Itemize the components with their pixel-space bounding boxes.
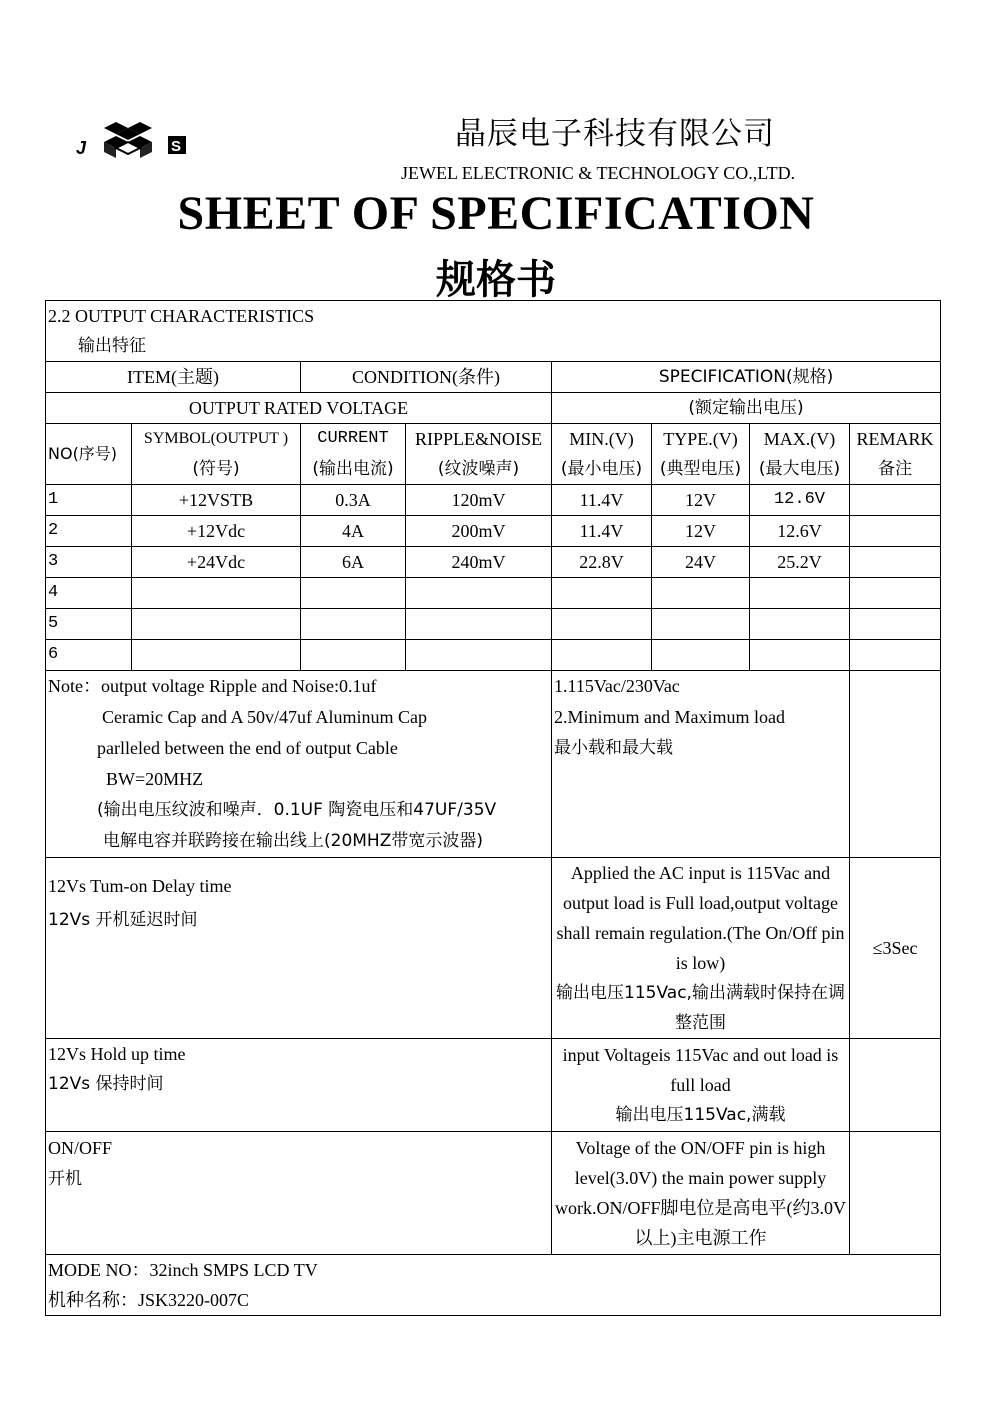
section-title-en: 2.2 OUTPUT CHARACTERISTICS [48,306,315,326]
cell-symbol: +24Vdc [132,547,301,578]
hold-up-condition-cn: 输出电压115Vac,满载 [615,1105,786,1125]
logo-mark [104,122,152,158]
column-header-min [552,424,652,485]
header-item: ITEM(主题) [46,362,301,393]
column-header-current-en: CURRENT [317,429,389,448]
company-logo [74,120,190,164]
cell-max: 25.2V [750,547,850,578]
cell-current: 6A [301,547,406,578]
note-line-2: Ceramic Cap and A 50v/47uf Aluminum Cap [102,707,427,727]
on-off-spec [850,1132,941,1255]
note-line-5: (输出电压纹波和噪声．0.1UF 陶瓷电压和47UF/35V [97,800,497,820]
cell-typ [652,609,750,640]
cell-remark [850,609,941,640]
note-row [46,671,941,858]
column-header-no: NO(序号) [46,424,132,485]
cell-remark [850,547,941,578]
cell-ripple: 120mV [406,485,552,516]
hold-up-condition-cell [552,1039,850,1132]
hold-up-label-cn: 12Vs 保持时间 [48,1074,164,1094]
on-off-label-cell [46,1132,552,1255]
column-header-typ-en: TYPE.(V) [663,429,738,449]
cell-min [552,609,652,640]
cell-max [750,578,850,609]
column-header-remark-cn: 备注 [878,459,913,479]
column-header-current [301,424,406,485]
on-off-label-cn: 开机 [48,1169,82,1189]
cell-min [552,640,652,671]
company-name-cn: 晶辰电子科技有限公司 [455,116,775,152]
cell-current [301,640,406,671]
hold-up-row [46,1039,941,1132]
note-cell [46,671,552,858]
table-row [46,578,941,609]
cell-remark [850,578,941,609]
footer-cell [46,1255,941,1316]
cell-max: 12.6V [750,516,850,547]
cell-min: 11.4V [552,516,652,547]
cell-no: 6 [46,640,132,671]
column-header-symbol-en: SYMBOL(OUTPUT ) [143,430,289,447]
cell-max: 12.6V [750,485,850,516]
cell-ripple [406,640,552,671]
column-header-symbol [132,424,301,485]
header-condition: CONDITION(条件) [301,362,552,393]
on-off-row [46,1132,941,1255]
column-header-typ-cn: (典型电压) [659,459,742,479]
cell-symbol: +12VSTB [132,485,301,516]
logo-letter-j: J [76,138,87,158]
turn-on-condition-cell [552,858,850,1039]
column-header-ripple-en: RIPPLE&NOISE [414,429,542,449]
header-row-item [46,362,941,393]
section-title-cn: 输出特征 [78,336,146,356]
note-line-3: parlleled between the end of output Cable [97,738,398,758]
turn-on-condition-cn: 输出电压115Vac,输出满载时保持在调整范围 [556,983,845,1033]
column-header-max [750,424,850,485]
column-header-current-cn: (输出电流) [312,459,394,479]
note-condition-2: 2.Minimum and Maximum load [554,707,785,727]
cell-min [552,578,652,609]
table-row [46,547,941,578]
header-output-rated: OUTPUT RATED VOLTAGE [46,393,552,424]
cell-min: 11.4V [552,485,652,516]
section-title-cell [46,301,941,362]
logo-letter-s: S [171,138,182,155]
hold-up-condition-en: input Voltageis 115Vac and out load is full load [562,1045,839,1095]
header-row-rated [46,393,941,424]
column-header-min-cn: (最小电压) [560,459,643,479]
cell-no: 1 [46,485,132,516]
company-name-en: JEWEL ELECTRONIC & TECHNOLOGY CO.,LTD. [401,163,796,183]
hold-up-spec [850,1039,941,1132]
cell-typ: 12V [652,516,750,547]
document-title-en: SHEET OF SPECIFICATION [177,187,815,240]
on-off-label-en: ON/OFF [48,1138,113,1158]
on-off-condition: Voltage of the ON/OFF pin is high level(3.0V) the main power supply work.ON/OFF脚电位是高电平(约3.0V以上)主电源工作 [552,1132,850,1255]
column-header-min-en: MIN.(V) [569,429,634,449]
cell-symbol [132,578,301,609]
mode-no: MODE NO：32inch SMPS LCD TV [48,1260,318,1280]
cell-no: 2 [46,516,132,547]
note-remark-cell [850,671,941,858]
note-condition-3: 最小载和最大载 [554,738,673,758]
column-header-typ [652,424,750,485]
cell-ripple: 200mV [406,516,552,547]
column-header-max-en: MAX.(V) [763,429,836,449]
cell-symbol [132,640,301,671]
turn-on-label-cell [46,858,552,1039]
table-row [46,485,941,516]
turn-on-label-cn: 12Vs 开机延迟时间 [48,910,198,930]
cell-remark [850,485,941,516]
column-header-ripple [406,424,552,485]
table-row [46,609,941,640]
header-rated-cn: (额定输出电压) [552,393,941,424]
cell-max [750,609,850,640]
cell-typ: 12V [652,485,750,516]
note-line-6: 电解电容并联跨接在输出线上(20MHZ带宽示波器) [103,831,483,851]
cell-current [301,578,406,609]
column-header-remark-en: REMARK [856,429,934,449]
cell-max [750,640,850,671]
hold-up-label-en: 12Vs Hold up time [48,1044,186,1064]
model-name: 机种名称：JSK3220-007C [48,1290,250,1310]
cell-no: 3 [46,547,132,578]
cell-no: 5 [46,609,132,640]
turn-on-spec: ≤3Sec [850,858,941,1039]
cell-current [301,609,406,640]
cell-symbol: +12Vdc [132,516,301,547]
cell-ripple [406,578,552,609]
cell-remark [850,640,941,671]
cell-symbol [132,609,301,640]
footer-row [46,1255,941,1316]
table-row [46,516,941,547]
cell-no: 4 [46,578,132,609]
note-condition-cell [552,671,850,858]
cell-typ: 24V [652,547,750,578]
turn-on-condition-en: Applied the AC input is 115Vac and output load is Full load,output voltage shall remain regulation.(The On/Off pin is low) [556,863,845,973]
column-header-remark [850,424,941,485]
column-header-row [46,424,941,485]
cell-typ [652,640,750,671]
cell-current: 4A [301,516,406,547]
cell-current: 0.3A [301,485,406,516]
note-condition-1: 1.115Vac/230Vac [554,676,680,696]
turn-on-delay-row [46,858,941,1039]
column-header-symbol-cn: (符号) [192,459,240,479]
note-line-1: Note：output voltage Ripple and Noise:0.1uf [48,676,377,696]
note-line-4: BW=20MHZ [106,769,204,789]
header-specification: SPECIFICATION(规格) [552,362,941,393]
section-title-row [46,301,941,362]
column-header-ripple-cn: (纹波噪声) [437,459,520,479]
specification-table [45,300,941,1316]
turn-on-label-en: 12Vs Tum-on Delay time [48,876,232,896]
cell-remark [850,516,941,547]
cell-ripple [406,609,552,640]
hold-up-label-cell [46,1039,552,1132]
document-title-cn: 规格书 [436,257,556,303]
cell-min: 22.8V [552,547,652,578]
cell-typ [652,578,750,609]
cell-ripple: 240mV [406,547,552,578]
table-row [46,640,941,671]
column-header-max-cn: (最大电压) [758,459,841,479]
